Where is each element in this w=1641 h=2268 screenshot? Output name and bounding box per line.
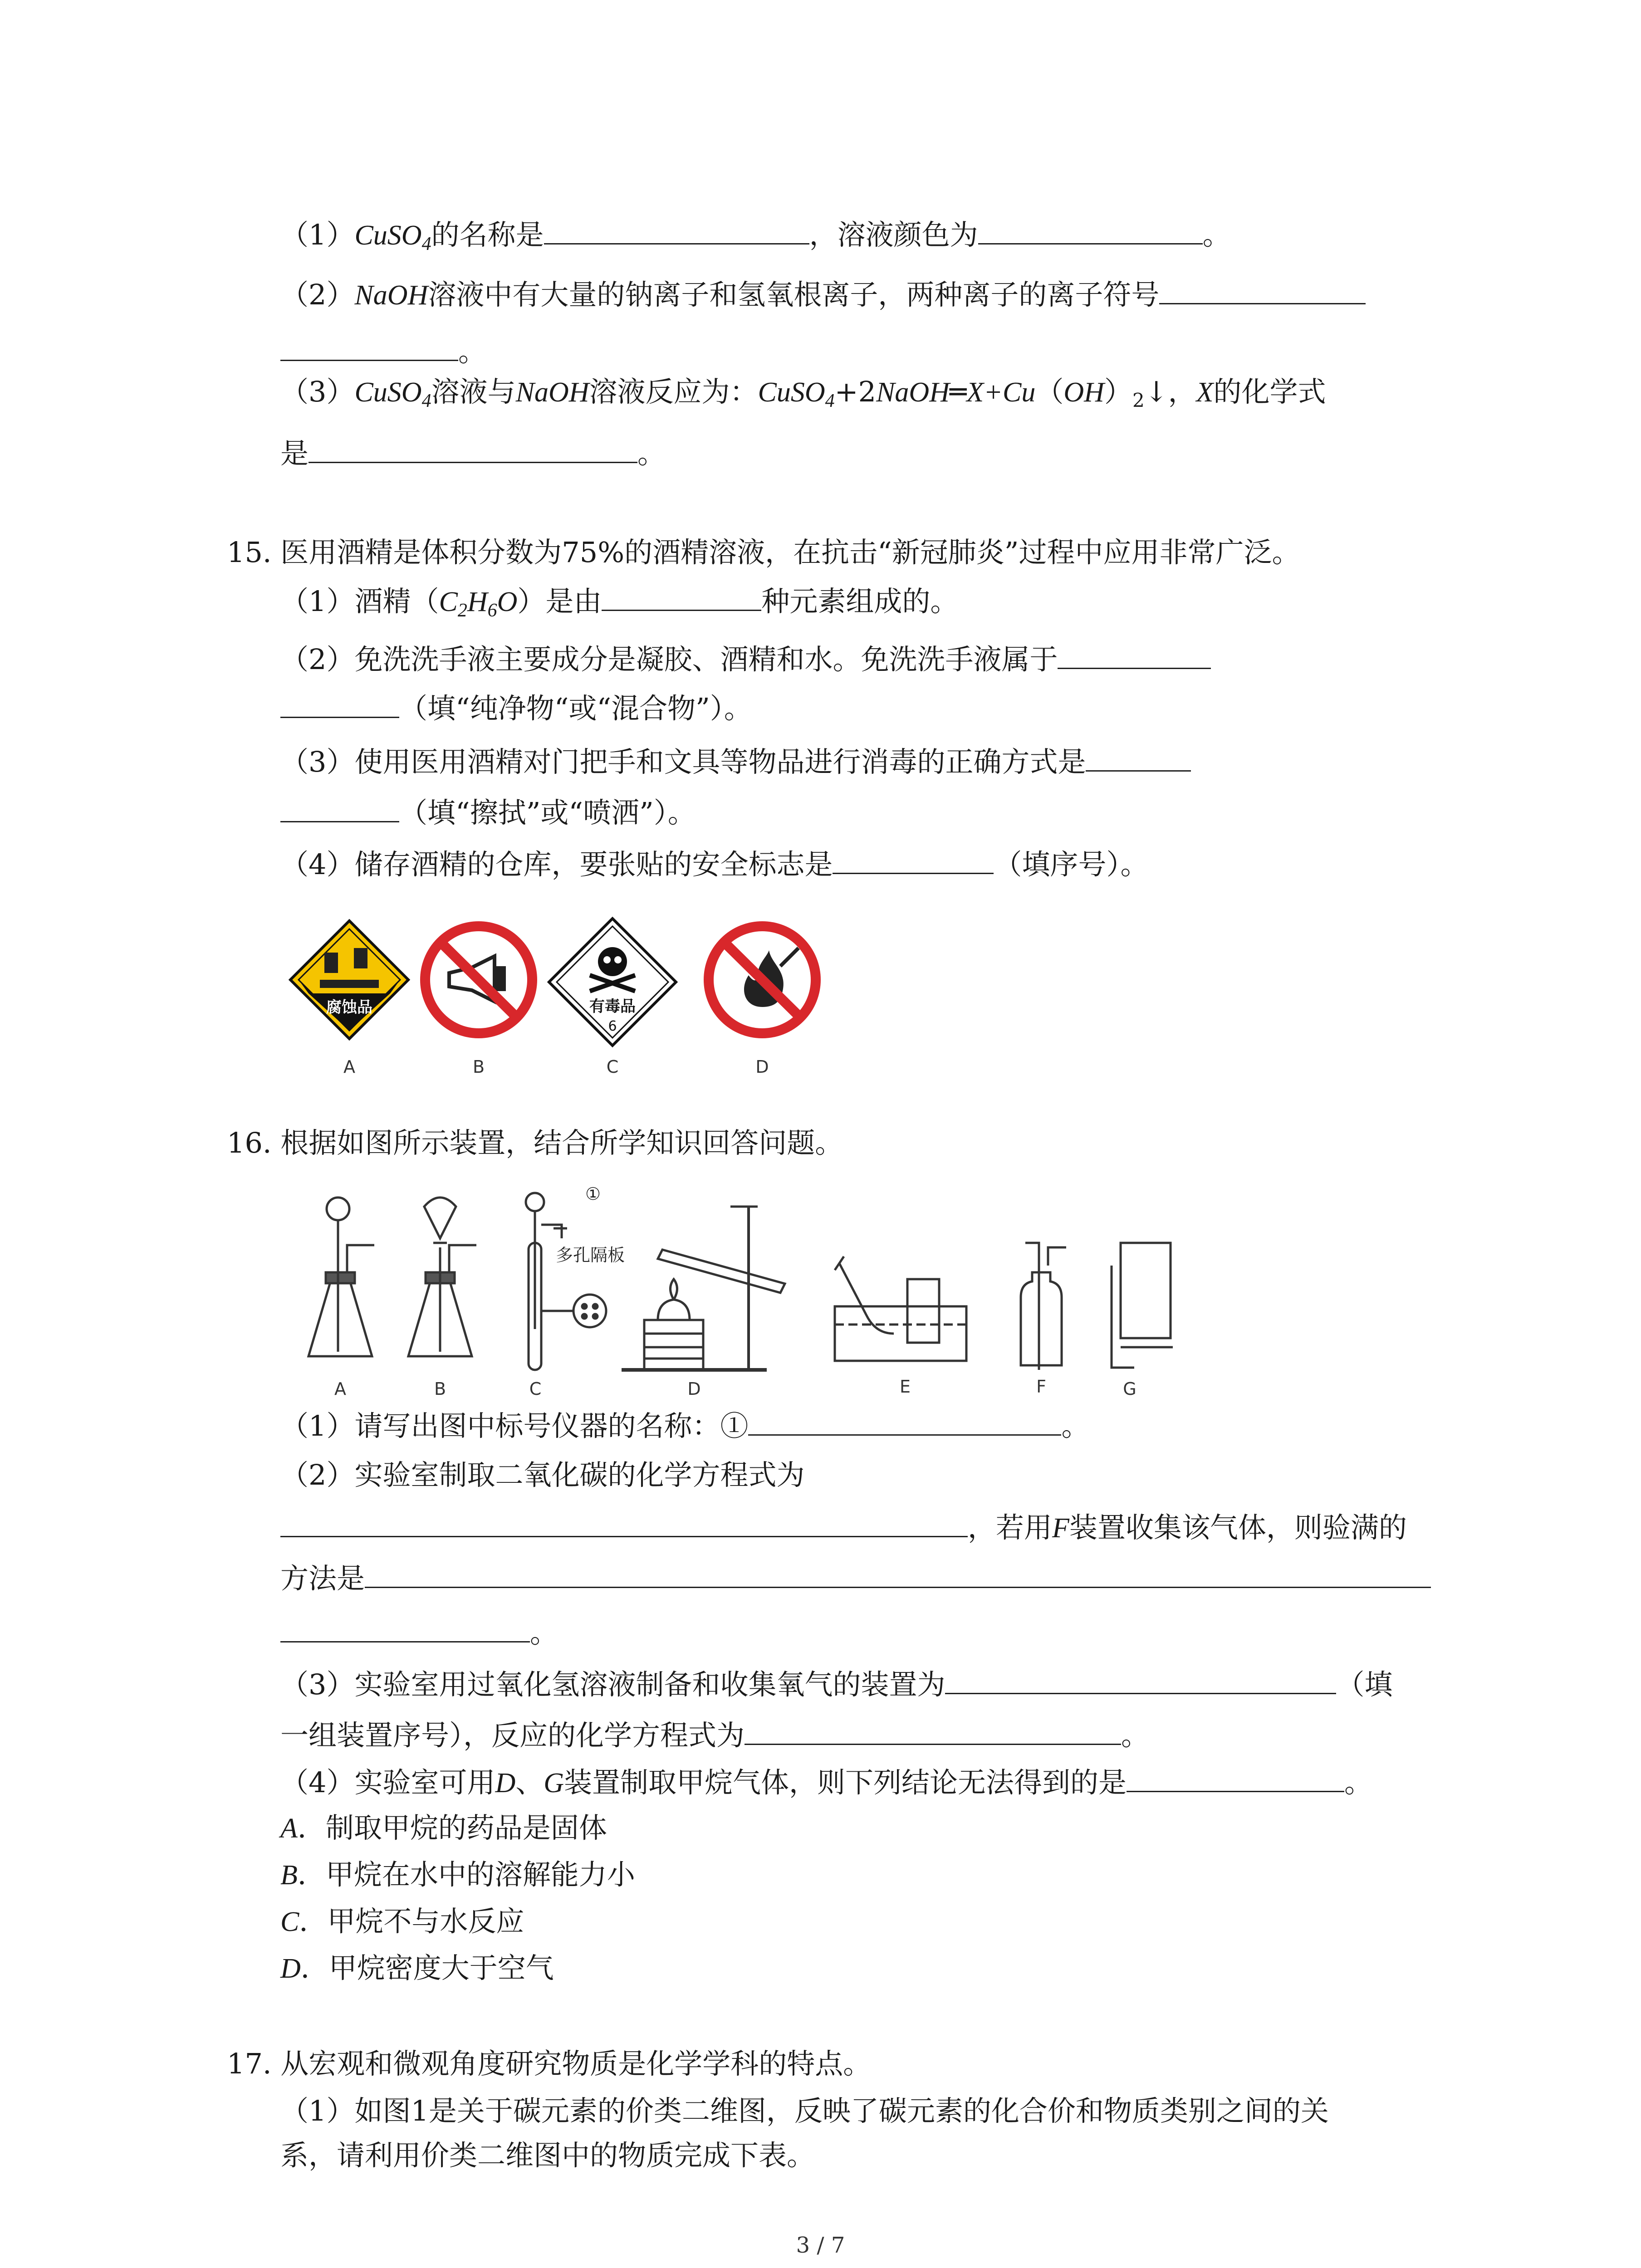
q15-part4: （4）储存酒精的仓库，要张贴的安全标志是 （填序号）。: [280, 848, 1149, 881]
q14-part3-cont: 是 。: [280, 437, 666, 470]
q16-stem: 16. 根据如图所示装置，结合所学知识回答问题。: [227, 1126, 843, 1159]
q16-part2-method: 方法是: [280, 1560, 1431, 1597]
q16-part3-cont: 一组装置序号），反应的化学方程式为 。: [280, 1719, 1150, 1752]
answer-blank[interactable]: [309, 436, 637, 463]
safety-signs-figure: [281, 912, 844, 1084]
answer-blank[interactable]: [280, 1616, 530, 1642]
lab-apparatus-figure: [277, 1175, 1207, 1402]
answer-blank[interactable]: [1127, 1765, 1344, 1792]
apparatus-f: [1021, 1243, 1066, 1370]
q16-part4: （4）实验室可用D、G装置制取甲烷气体，则下列结论无法得到的是 。: [280, 1766, 1373, 1799]
answer-blank[interactable]: [745, 1718, 1121, 1745]
option-b[interactable]: B．甲烷在水中的溶解能力小: [280, 1858, 635, 1891]
apparatus-letter: A: [334, 1379, 346, 1399]
sign-letter: C: [606, 1057, 619, 1077]
q15-part1: （1）酒精$(C_2H_6O)$是由 种元素组成的。: [280, 585, 959, 621]
q14-part3: （3）CuSO$_4$溶液与NaOH溶液反应为：$CuSO_4+2NaOH═X+Cu(OH)_2↓$，X的化学式: [280, 375, 1326, 411]
apparatus-letter: G: [1123, 1379, 1136, 1399]
q15-part3-cont: （填“擦拭”或“喷洒”）。: [280, 795, 696, 831]
apparatus-d: [622, 1207, 785, 1370]
toxic-sign-icon: [549, 919, 676, 1046]
q16-part3: （3）实验室用过氧化氢溶液制备和收集氧气的装置为 （填: [280, 1668, 1393, 1701]
answer-blank[interactable]: [280, 691, 399, 718]
apparatus-e: [835, 1256, 966, 1361]
answer-blank[interactable]: [280, 796, 399, 822]
q16-part2-cont: ，若用F装置收集该气体，则验满的: [280, 1510, 1407, 1546]
q15-stem: 15. 医用酒精是体积分数为75%的酒精溶液，在抗击“新冠肺炎”过程中应用非常广泛。: [227, 536, 1300, 569]
apparatus-c: [526, 1193, 606, 1370]
option-a[interactable]: A．制取甲烷的药品是固体: [280, 1811, 607, 1844]
apparatus-letter: D: [687, 1379, 701, 1399]
apparatus-letter: C: [529, 1379, 542, 1399]
q16-part2-end: 。: [280, 1615, 558, 1651]
apparatus-letter: B: [434, 1379, 446, 1399]
option-d[interactable]: D．甲烷密度大于空气: [280, 1951, 554, 1984]
q16-part1: （1）请写出图中标号仪器的名称：① 。: [280, 1409, 1090, 1442]
apparatus-g: [1112, 1243, 1173, 1368]
answer-blank[interactable]: [833, 847, 994, 874]
apparatus-a: [309, 1198, 374, 1356]
answer-blank[interactable]: [748, 1409, 1061, 1436]
q15-part2-cont: （填“纯净物“或“混合物”）。: [280, 690, 752, 727]
porous-plate-label: 多孔隔板: [556, 1245, 625, 1265]
sign-letter: D: [755, 1057, 769, 1077]
q16-part2: （2）实验室制取二氧化碳的化学方程式为: [280, 1458, 805, 1491]
no-honking-sign-icon: [425, 926, 532, 1033]
answer-blank[interactable]: [945, 1667, 1336, 1694]
answer-blank[interactable]: [1058, 642, 1211, 669]
q15-part2: （2）免洗洗手液主要成分是凝胶、酒精和水。免洗洗手液属于: [280, 641, 1211, 678]
apparatus-letter: F: [1036, 1377, 1046, 1397]
answer-blank[interactable]: [1086, 745, 1191, 772]
q17-part1-cont: 系，请利用价类二维图中的物质完成下表。: [280, 2139, 815, 2172]
answer-blank[interactable]: [365, 1561, 1431, 1588]
answer-blank[interactable]: [978, 218, 1203, 244]
no-fire-sign-icon: [709, 926, 816, 1033]
answer-blank[interactable]: [602, 584, 761, 611]
q17-part1: （1）如图1是关于碳元素的价类二维图，反映了碳元素的化合价和物质类别之间的关: [280, 2094, 1329, 2127]
sign-label: 有毒品: [589, 997, 636, 1016]
q14-part2-cont: 。: [280, 333, 486, 370]
answer-blank[interactable]: [544, 218, 809, 244]
page-number: 3 / 7: [796, 2233, 845, 2258]
q14-part2: （2）NaOH溶液中有大量的钠离子和氢氧根离子，两种离子的离子符号: [280, 277, 1366, 313]
sign-label: 腐蚀品: [326, 998, 372, 1017]
apparatus-label-1: ①: [585, 1184, 601, 1204]
q14-part1: （1）CuSO$_4$的名称是 ，溶液颜色为 。: [280, 218, 1231, 254]
q15-part3: （3）使用医用酒精对门把手和文具等物品进行消毒的正确方式是: [280, 744, 1191, 780]
q17-stem: 17. 从宏观和微观角度研究物质是化学学科的特点。: [227, 2047, 872, 2080]
answer-blank[interactable]: [1159, 278, 1366, 304]
sign-letter: B: [472, 1057, 485, 1077]
corrosive-sign-icon: [290, 921, 408, 1039]
answer-blank[interactable]: [280, 334, 458, 361]
sign-letter: A: [343, 1057, 355, 1077]
option-c[interactable]: C．甲烷不与水反应: [280, 1905, 524, 1938]
apparatus-b: [408, 1198, 476, 1356]
sign-number: 6: [608, 1018, 617, 1034]
answer-blank[interactable]: [280, 1510, 968, 1537]
apparatus-letter: E: [899, 1377, 911, 1397]
